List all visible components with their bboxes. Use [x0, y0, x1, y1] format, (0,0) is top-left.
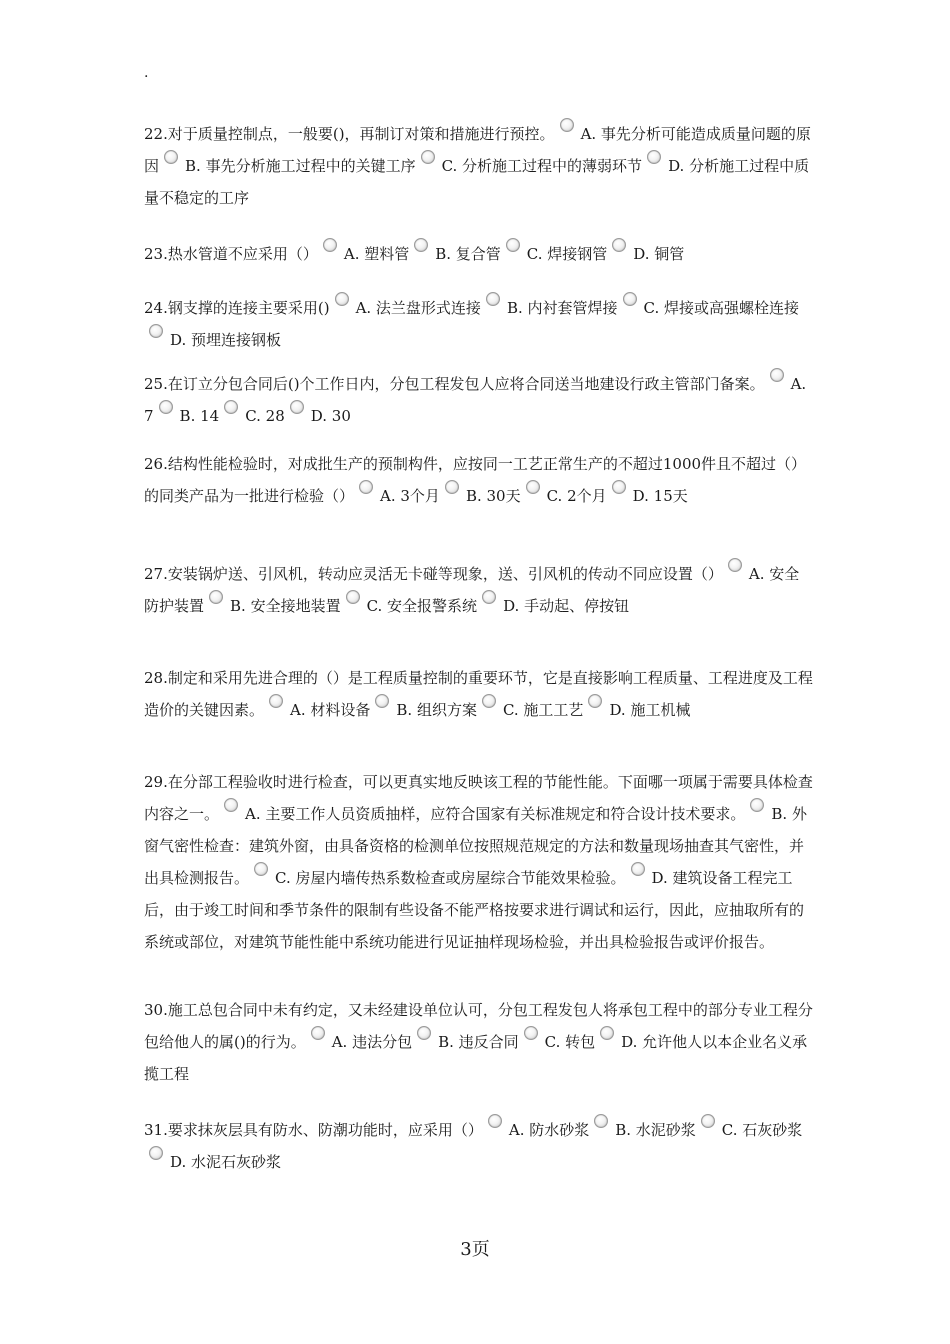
question-22	[144, 118, 814, 214]
radio-button-icon[interactable]	[488, 1114, 502, 1128]
radio-button-icon[interactable]	[224, 400, 238, 414]
option-c: C. 28	[245, 407, 285, 425]
option-d: D. 手动起、停按钮	[503, 597, 630, 615]
radio-button-icon[interactable]	[209, 590, 223, 604]
radio-button-icon[interactable]	[311, 1026, 325, 1040]
option-b: B. 复合管	[435, 245, 501, 263]
question-27	[144, 558, 814, 622]
option-c: C. 2个月	[546, 487, 607, 505]
option-d: D. 铜管	[633, 245, 685, 263]
question-stem: 26.结构性能检验时，对成批生产的预制构件，应按同一工艺正常生产的不超过1000件且不超过（）的同类产品为一批进行检验（）	[144, 455, 807, 505]
option-b: B. 事先分析施工过程中的关键工序	[185, 157, 416, 175]
radio-button-icon[interactable]	[254, 862, 268, 876]
option-b: B. 安全接地装置	[230, 597, 341, 615]
radio-button-icon[interactable]	[159, 400, 173, 414]
radio-button-icon[interactable]	[323, 238, 337, 252]
option-b: B. 外窗气密性检查：建筑外窗，由具备资格的检测单位按照规范规定的方法和数量现场抽查其气密性，并出具检测报告。	[144, 805, 807, 887]
radio-button-icon[interactable]	[612, 480, 626, 494]
question-24	[144, 292, 814, 356]
radio-button-icon[interactable]	[375, 694, 389, 708]
option-a: A. 防水砂浆	[508, 1121, 590, 1139]
option-d: D. 分析施工过程中质量不稳定的工序	[144, 157, 810, 207]
question-28	[144, 662, 814, 726]
radio-button-icon[interactable]	[224, 798, 238, 812]
option-a: A. 安全防护装置	[144, 565, 800, 615]
question-stem: 23.热水管道不应采用（）	[144, 245, 318, 263]
option-d: D. 30	[310, 407, 351, 425]
option-a: A. 主要工作人员资质抽样，应符合国家有关标准规定和符合设计技术要求。	[245, 805, 746, 823]
option-c: C. 石灰砂浆	[721, 1121, 803, 1139]
option-d: D. 预埋连接钢板	[170, 331, 282, 349]
radio-button-icon[interactable]	[414, 238, 428, 252]
radio-button-icon[interactable]	[290, 400, 304, 414]
option-a: A. 违法分包	[331, 1033, 413, 1051]
radio-button-icon[interactable]	[359, 480, 373, 494]
question-stem: 30.施工总包合同中未有约定，又未经建设单位认可，分包工程发包人将承包工程中的部分专业工程分包给他人的属()的行为。	[144, 1001, 813, 1051]
question-31	[144, 1114, 814, 1178]
option-a: A. 材料设备	[290, 701, 371, 719]
option-c: C. 施工工艺	[502, 701, 584, 719]
option-c: C. 房屋内墙传热系数检查或房屋综合节能效果检验。	[275, 869, 626, 887]
radio-button-icon[interactable]	[269, 694, 283, 708]
option-b: B. 违反合同	[438, 1033, 519, 1051]
radio-button-icon[interactable]	[335, 292, 349, 306]
radio-button-icon[interactable]	[164, 150, 178, 164]
option-c: C. 安全报警系统	[366, 597, 478, 615]
radio-button-icon[interactable]	[701, 1114, 715, 1128]
radio-button-icon[interactable]	[149, 324, 163, 338]
radio-button-icon[interactable]	[623, 292, 637, 306]
option-c: C. 转包	[544, 1033, 596, 1051]
question-25	[144, 368, 814, 432]
radio-button-icon[interactable]	[631, 862, 645, 876]
question-29	[144, 766, 814, 958]
question-stem: 27.安装锅炉送、引风机，转动应灵活无卡碰等现象，送、引风机的传动不同应设置（）	[144, 565, 723, 583]
radio-button-icon[interactable]	[506, 238, 520, 252]
radio-button-icon[interactable]	[524, 1026, 538, 1040]
question-23	[144, 238, 814, 270]
option-a: A. 法兰盘形式连接	[355, 299, 481, 317]
radio-button-icon[interactable]	[486, 292, 500, 306]
option-d: D. 水泥石灰砂浆	[170, 1153, 282, 1171]
option-c: C. 焊接钢管	[526, 245, 608, 263]
top-mark: .	[144, 65, 149, 81]
radio-button-icon[interactable]	[149, 1146, 163, 1160]
page-number: 3页	[460, 1239, 490, 1260]
option-a: A. 7	[144, 375, 807, 425]
question-stem: 28.制定和采用先进合理的（）是工程质量控制的重要环节，它是直接影响工程质量、工程进度及工程造价的关键因素。	[144, 669, 813, 719]
option-d: D. 允许他人以本企业名义承揽工程	[144, 1033, 808, 1083]
question-26	[144, 448, 814, 512]
radio-button-icon[interactable]	[560, 118, 574, 132]
radio-button-icon[interactable]	[588, 694, 602, 708]
radio-button-icon[interactable]	[647, 150, 661, 164]
option-a: A. 事先分析可能造成质量问题的原因	[144, 125, 811, 175]
question-stem: 22.对于质量控制点，一般要()，再制订对策和措施进行预控。	[144, 125, 555, 143]
option-c: C. 焊接或高强螺栓连接	[643, 299, 799, 317]
question-stem: 29.在分部工程验收时进行检查，可以更真实地反映该工程的节能性能。下面哪一项属于需要具体检查内容之一。	[144, 773, 813, 823]
question-30	[144, 994, 814, 1090]
radio-button-icon[interactable]	[600, 1026, 614, 1040]
option-b: B. 组织方案	[396, 701, 477, 719]
radio-button-icon[interactable]	[421, 150, 435, 164]
radio-button-icon[interactable]	[346, 590, 360, 604]
question-stem: 25.在订立分包合同后()个工作日内，分包工程发包人应将合同送当地建设行政主管部门备案。	[144, 375, 765, 393]
option-b: B. 内衬套管焊接	[506, 299, 618, 317]
radio-button-icon[interactable]	[482, 694, 496, 708]
radio-button-icon[interactable]	[526, 480, 540, 494]
option-d: D. 施工机械	[609, 701, 691, 719]
radio-button-icon[interactable]	[612, 238, 626, 252]
radio-button-icon[interactable]	[770, 368, 784, 382]
question-stem: 31.要求抹灰层具有防水、防潮功能时，应采用（）	[144, 1121, 483, 1139]
radio-button-icon[interactable]	[594, 1114, 608, 1128]
radio-button-icon[interactable]	[482, 590, 496, 604]
option-a: A. 塑料管	[343, 245, 410, 263]
option-b: B. 14	[179, 407, 220, 425]
option-c: C. 分析施工过程中的薄弱环节	[441, 157, 643, 175]
option-b: B. 30天	[465, 487, 521, 505]
option-d: D. 15天	[632, 487, 688, 505]
radio-button-icon[interactable]	[417, 1026, 431, 1040]
radio-button-icon[interactable]	[728, 558, 742, 572]
radio-button-icon[interactable]	[750, 798, 764, 812]
question-stem: 24.钢支撑的连接主要采用()	[144, 299, 330, 317]
option-a: A. 3个月	[380, 487, 440, 505]
option-b: B. 水泥砂浆	[615, 1121, 696, 1139]
option-d: D. 建筑设备工程完工后，由于竣工时间和季节条件的限制有些设备不能严格按要求进行调试和运行，因此，应抽取所有的系统或部位，对建筑节能性能中系统功能进行见证抽样现场检验，并出具检验报告或评价报告。	[144, 869, 805, 951]
radio-button-icon[interactable]	[445, 480, 459, 494]
